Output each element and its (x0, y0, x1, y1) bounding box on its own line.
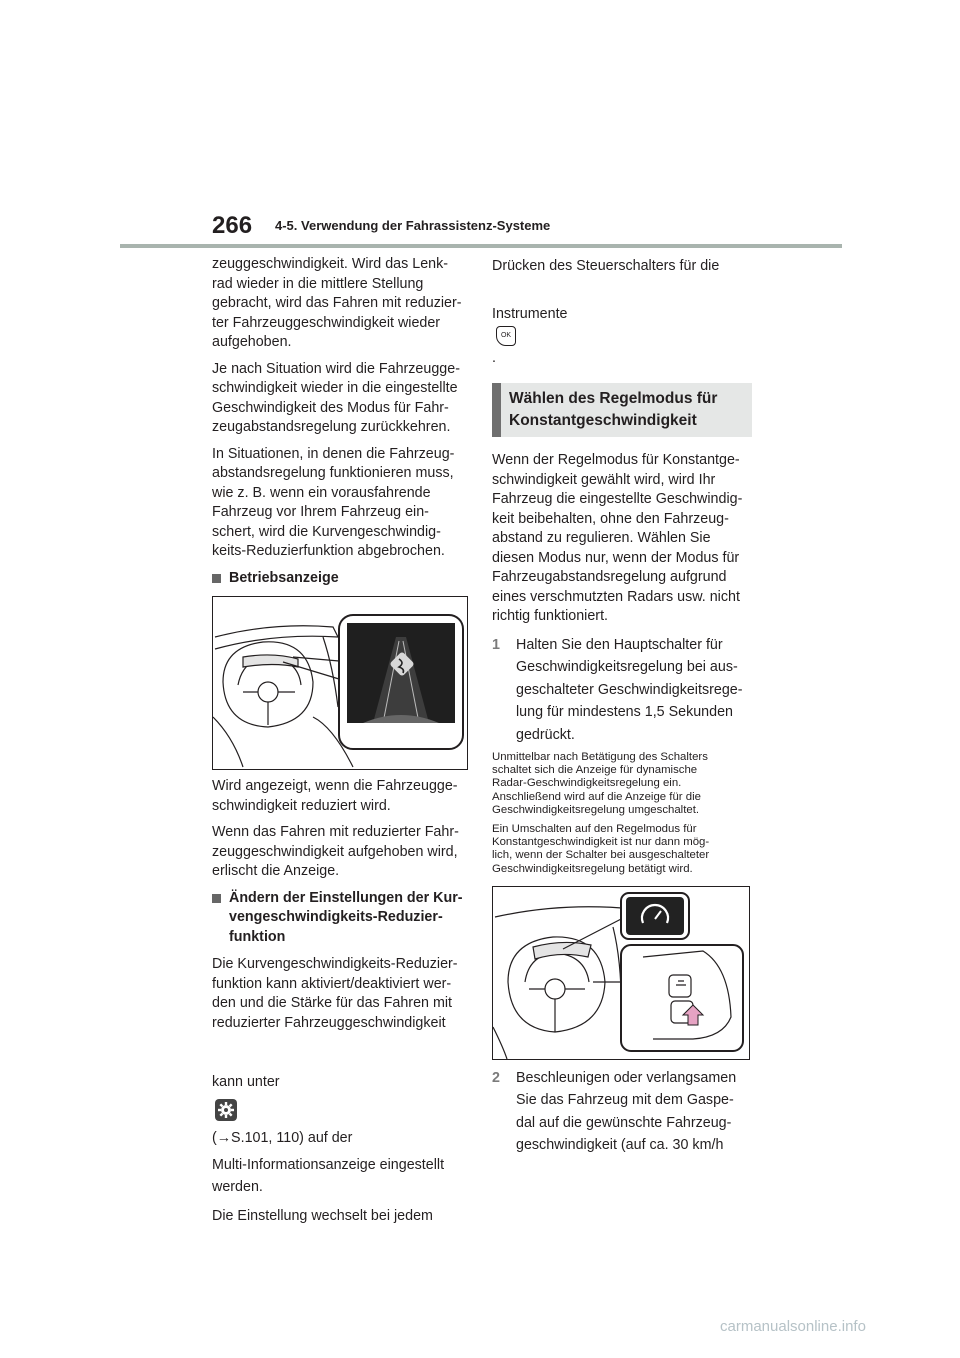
paragraph: Je nach Situation wird die Fahrzeugge- schwindigkeit wieder in die eingestellte Geschwindigkeit des Modus für Fahr- zeugabstandsregelung zurückkehren. (212, 360, 460, 435)
text: Instrumente (492, 306, 568, 322)
step-number: 1 (492, 636, 500, 653)
left-column (212, 255, 470, 1234)
note: Unmittelbar nach Betätigung des Schalters schaltet sich die Anzeige für dynamische Radar-Geschwindigkeitsregelung ein. Anschließend wird auf die Anzeige für die Geschwindigkeitsregelung umgeschaltet. (492, 751, 708, 816)
subheading-text: Betriebsanzeige (229, 569, 339, 586)
steering-wheel-drawing (493, 887, 749, 1059)
paragraph: Multi-Informationsanzeige eingestellt werden. (212, 1157, 445, 1195)
paragraph: Die Einstellung wechselt bei jedem (212, 1208, 433, 1224)
dashboard-drawing (213, 597, 467, 769)
step-text: Halten Sie den Hauptschalter für Geschwindigkeitsregelung bei aus- geschalteter Geschwindigkeitsrege- lung für mindestens 1,5 Sekunden gedrückt. (516, 636, 743, 743)
text: . (492, 350, 496, 366)
right-column (492, 255, 752, 1162)
paragraph-with-icon (212, 1040, 470, 1152)
steering-wheel-switch-illustration (492, 886, 750, 1060)
settings-gear-icon (215, 1099, 237, 1121)
section-title: 4-5. Verwendung der Fahrassistenz-Systeme (275, 218, 551, 233)
subheading-text: Ändern der Einstellungen der Kur- vengeschwindigkeits-Reduzier- funktion (229, 889, 463, 945)
dashboard-illustration-indicator (212, 596, 468, 770)
text: (→S.101, 110) auf der (212, 1130, 353, 1146)
paragraph-with-icon (492, 281, 752, 369)
square-bullet-icon (212, 574, 221, 583)
note: Ein Umschalten auf den Regelmodus für Konstantgeschwindigkeit ist nur dann mög- lich, wenn der Schalter bei ausgeschalteter Geschwindigkeitsregelung betätigt wird. (492, 823, 710, 875)
block-heading: Wählen des Regelmodus für Konstantgeschwindigkeit (492, 383, 752, 437)
step-number: 2 (492, 1069, 500, 1086)
paragraph: Wird angezeigt, wenn die Fahrzeugge- schwindigkeit reduziert wird. (212, 778, 458, 814)
header-rule (120, 244, 842, 248)
subheading-betriebsanzeige (212, 569, 470, 589)
paragraph: In Situationen, in denen die Fahrzeug- abstandsregelung funktionieren muss, wie z. B. wenn ein vorausfahrende Fahrzeug vor Ihrem Fahrzeug ein- schert, wird die Kurvengeschwindig- keits-Reduzierfunktion abgebrochen. (212, 445, 455, 559)
subheading-einstellungen (212, 889, 470, 948)
step-2 (492, 1067, 752, 1157)
paragraph: zeuggeschwindigkeit. Wird das Lenk- rad wieder in die mittlere Stellung gebracht, wird das Fahren mit reduzier- ter Fahrzeuggeschwindigkeit wieder aufgehoben. (212, 256, 462, 350)
square-bullet-icon (212, 894, 221, 903)
paragraph: Wenn der Regelmodus für Konstantge- schwindigkeit gewählt wird, wird Ihr Fahrzeug die eingestellte Geschwindig- keit beibehalten, ohne den Fahrzeug- abstand zu regulieren. Wählen Sie diesen Modus nur, wenn der Modus für Fahrzeugabstandsregelung aufgrund eines verschmutzten Radars usw. nicht richtig funktioniert. (492, 452, 743, 624)
ok-switch-icon: OK (496, 326, 516, 346)
paragraph: Wenn das Fahren mit reduzierter Fahr- zeuggeschwindigkeit aufgehoben wird, erlischt die Anzeige. (212, 824, 459, 879)
step-text: Beschleunigen oder verlangsamen Sie das Fahrzeug mit dem Gaspe- dal auf die gewünschte Fahrzeug- geschwindigkeit (auf ca. 30 km/h (516, 1069, 737, 1154)
step-1 (492, 634, 752, 747)
paragraph: Die Kurvengeschwindigkeits-Reduzier- funktion kann aktiviert/deaktiviert wer- den und die Stärke für das Fahren mit reduzierter Fahrzeuggeschwindigkeit (212, 956, 458, 1031)
watermark: carmanualsonline.info (720, 1318, 866, 1335)
paragraph: Drücken des Steuerschalters für die (492, 258, 720, 274)
page-number: 266 (212, 212, 253, 239)
text: kann unter (212, 1074, 280, 1090)
